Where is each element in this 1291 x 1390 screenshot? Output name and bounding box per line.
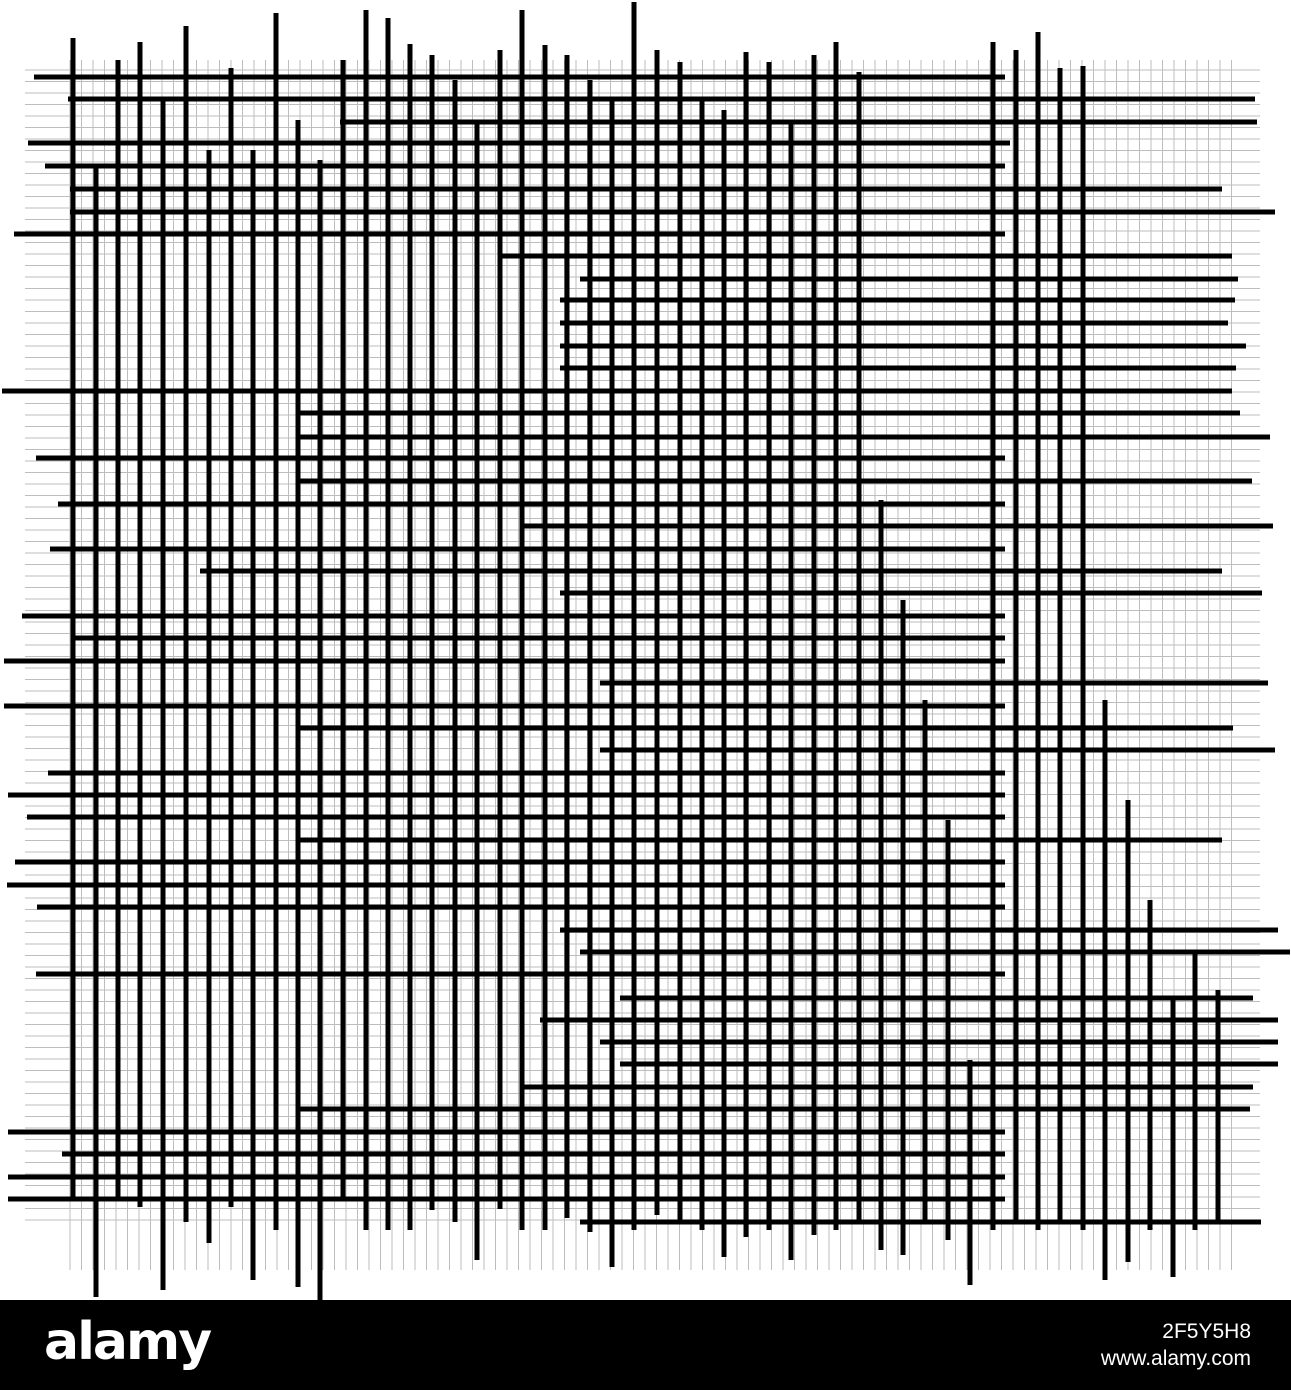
image-id: 2F5Y5H8 [1162,1320,1251,1343]
watermark-bar [0,1300,1291,1390]
image-meta [1101,1318,1251,1372]
thick-horizontal-lines [2,77,1290,1222]
site-url: www.alamy.com [1100,1347,1251,1370]
alamy-logo: alamy [44,1312,211,1372]
